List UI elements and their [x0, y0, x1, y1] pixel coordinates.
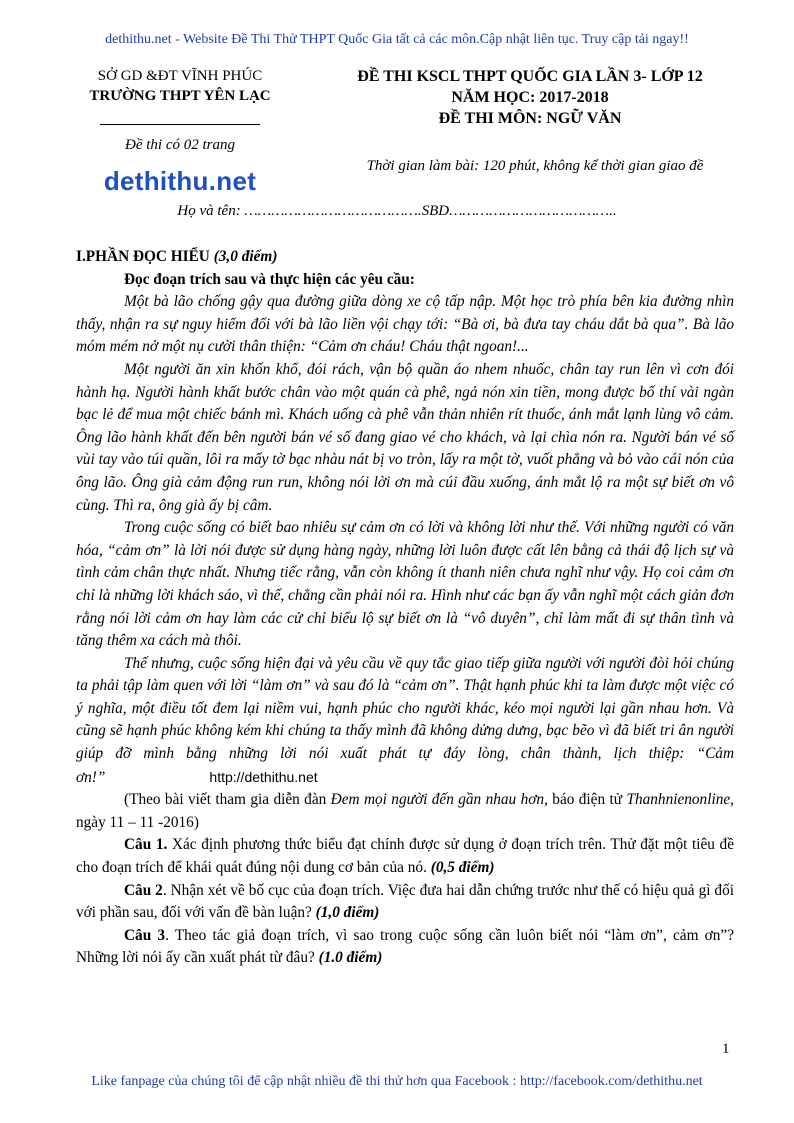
header-left: [60, 66, 300, 197]
candidate-name-line: Họ và tên: ………………………………….SBD………………………………..: [177, 203, 617, 219]
passage-paragraph: Một người ăn xin khốn khổ, đói rách, vận bộ quần áo nhem nhuốc, chân tay run lên vì cơn đói hành hạ. Người hành khất bước chân vào một quán cà phê, ngả nón xin tiền, mong được bố thí vài ngàn bạc lẻ để mua một chiếc bánh mì. Khách uống cà phê vẫn thản nhiên rít thuốc, ánh mắt lạnh lùng vô cảm. Ông lão hành khất đến bên người bán vé số đang giao vé cho khách, và lại chìa nón ra. Người bán vé số vùi tay vào túi quần, lôi ra mấy tờ bạc nhàu nát bị vo tròn, lấy ra một tờ, vuốt phẳng và bỏ vào cái nón của ông lão. Ông già cảm động run run, không nói lời ơn mà cúi đầu xuống, ánh mắt lộ ra một sự biết ơn vô cùng. Thì ra, ông già ấy bị câm.: [76, 360, 734, 514]
source-date: , ngày 11 – 11 -2016): [76, 791, 734, 831]
question-1: [76, 834, 734, 879]
question-points: (0,5 điểm): [430, 859, 495, 877]
passage-paragraph: Trong cuộc sống có biết bao nhiêu sự cảm ơn có lời và không lời như thế. Với những người có văn hóa, “cảm ơn” là lời nói được sử dụng hàng ngày, những lời luôn được cất lên bằng cả thái độ lịch sự và tình cảm chân thực nhất. Nhưng tiếc rằng, vẫn còn không ít thanh niên chưa nghĩ như vậy. Họ coi cảm ơn chỉ là những lời khách sáo, vì thế, chẳng cần phải nói ra. Hình như các bạn ấy vẫn nghĩ một cách giản đơn rằng nói lời cảm ơn hay làm các cử chỉ biểu lộ sự biết ơn là “vô duyên”, chỉ làm mất đi sự thân tình và tăng thêm xa cách mà thôi.: [76, 519, 734, 650]
header-divider: [100, 124, 260, 125]
question-text: . Nhận xét về bố cục của đoạn trích. Việc đưa hai dẫn chứng trước như thế có hiệu quả gì đối với phần sau, đối với vấn đề bàn luận?: [76, 881, 734, 922]
question-points: (1.0 điểm): [318, 949, 383, 967]
bottom-banner[interactable]: Like fanpage của chúng tôi để cập nhật nhiều đề thi thử hơn qua Facebook : http://facebook.com/dethithu.net: [91, 1074, 703, 1089]
passage-paragraph: Một bà lão chống gậy qua đường giữa dòng xe cộ tấp nập. Một học trò phía bên kia đường nhìn thấy, nhận ra sự nguy hiểm đối với bà lão liền vội chạy tới: “Bà ơi, bà đưa tay cháu dắt bà qua”. Bà lão móm mém nở một nụ cười thân thiện: “Cảm ơn cháu! Cháu thật ngoan!...: [76, 293, 734, 356]
source-prefix: (Theo bài viết tham gia diễn đàn: [124, 791, 331, 809]
passage-paragraph-text: Thế nhưng, cuộc sống hiện đại và yêu cầu về quy tắc giao tiếp giữa người với người đòi hỏi chúng ta phải tập làm quen với lời “làm ơn” và sau đó là “cảm ơn”. Thật hạnh phúc khi ta làm được một việc có ý nghĩa, một điều tốt đem lại niềm vui, hạnh phúc cho người khác, kéo mọi người lại gần nhau hơn. Và cũng sẽ hạnh phúc không kém khi chúng ta thấy mình đã không dửng dưng, bạc bẽo vì đã biết tri ân người giúp đỡ mình bằng những lời nói xuất phát tự đáy lòng, chân thành, lịch thiệp: “Cảm ơn!”: [76, 654, 734, 786]
question-2: [76, 880, 734, 925]
top-banner[interactable]: dethithu.net - Website Đề Thi Thử THPT Quốc Gia tất cả các môn.Cập nhật liên tục. Truy cập tải ngay!!: [105, 32, 689, 47]
exam-subject: ĐỀ THI MÔN: NGỮ VĂN: [438, 110, 622, 127]
department-name: SỞ GD &ĐT VĨNH PHÚC: [97, 68, 263, 84]
time-note: Thời gian làm bài: 120 phút, không kể thời gian giao đề: [366, 158, 704, 174]
section-title: I.PHẦN ĐỌC HIỂU: [76, 248, 210, 265]
question-3: [76, 925, 734, 970]
section-points: (3,0 điểm): [213, 248, 278, 265]
page-number: 1: [722, 1041, 730, 1057]
section-heading: [76, 246, 734, 269]
passage-paragraph: [76, 653, 734, 790]
question-label: Câu 3: [124, 926, 166, 944]
header-right: [320, 66, 740, 129]
passage-source: [76, 789, 734, 834]
watermark-link[interactable]: http://dethithu.net: [209, 768, 318, 785]
question-label: Câu 2: [124, 881, 163, 899]
exam-title: ĐỀ THI KSCL THPT QUỐC GIA LẦN 3- LỚP 12: [357, 68, 703, 85]
question-text: Xác định phương thức biểu đạt chính được sử dụng ở đoạn trích trên. Thử đặt một tiêu đề cho đoạn trích để khái quát đúng nội dung cơ bản của nó.: [76, 836, 734, 877]
school-name: TRƯỜNG THPT YÊN LẠC: [89, 88, 271, 104]
exam-content: [76, 246, 734, 970]
section-instruction: Đọc đoạn trích sau và thực hiện các yêu cầu:: [124, 270, 415, 288]
site-logo: dethithu.net: [103, 166, 257, 196]
source-site: Thanhnienonline: [626, 791, 731, 809]
school-year: NĂM HỌC: 2017-2018: [451, 89, 609, 106]
question-points: (1,0 điểm): [315, 904, 380, 922]
question-label: Câu 1.: [124, 836, 168, 854]
source-suffix: , báo điện tử: [544, 791, 627, 809]
page-count-note: Đề thi có 02 trang: [125, 137, 235, 153]
question-text: . Theo tác giả đoạn trích, vì sao trong cuộc sống cần luôn biết nói “làm ơn”, cảm ơn”? Những lời nói ấy cần xuất phát từ đâu?: [76, 926, 734, 967]
source-article-title: Đem mọi người đến gần nhau hơn: [330, 791, 545, 809]
